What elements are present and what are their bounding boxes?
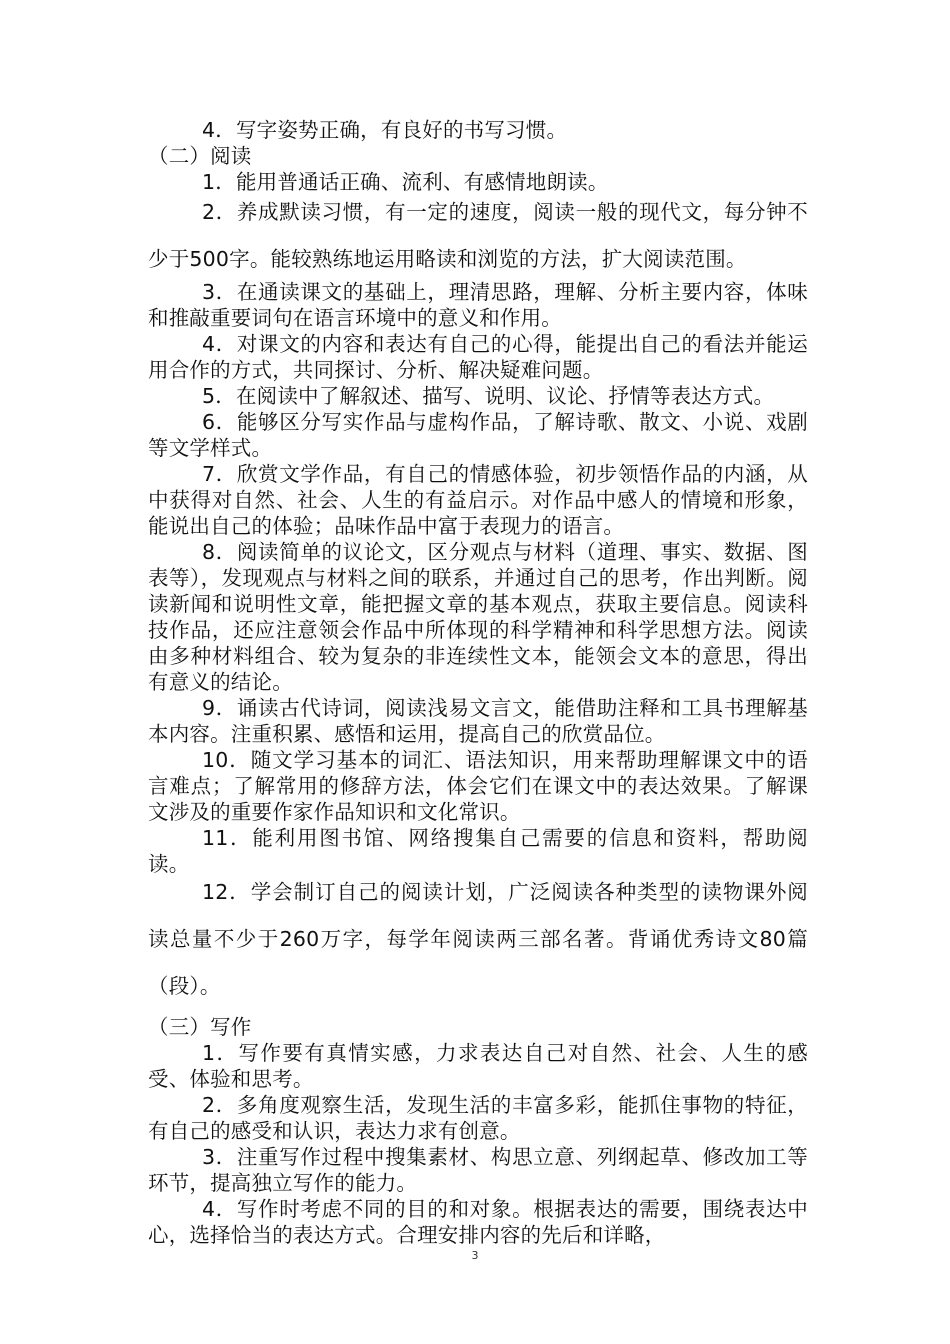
paragraph-reading-1: 1．能用普通话正确、流利、有感情地朗读。	[202, 170, 609, 194]
paragraph-writing-3: 3．注重写作过程中搜集素材、构思立意、列纲起草、修改加工等环节，提高独立写作的能力。	[148, 1145, 808, 1195]
paragraph-reading-3: 3．在通读课文的基础上，理清思路，理解、分析主要内容，体味和推敲重要词句在语言环境中的意义和作用。	[148, 280, 808, 330]
paragraph-writing-1: 1．写作要有真情实感，力求表达自己对自然、社会、人生的感受、体验和思考。	[148, 1041, 808, 1091]
paragraph-reading-7: 7．欣赏文学作品，有自己的情感体验，初步领悟作品的内涵，从中获得对自然、社会、人生的有益启示。对作品中感人的情境和形象，能说出自己的体验；品味作品中富于表现力的语言。	[148, 462, 808, 538]
section-heading-writing: （三）写作	[148, 1015, 252, 1039]
paragraph-reading-2: 2．养成默读习惯，有一定的速度，阅读一般的现代文，每分钟不少于500字。能较熟练地运用略读和浏览的方法，扩大阅读范围。	[148, 200, 808, 271]
paragraph-writing-4: 4．写作时考虑不同的目的和对象。根据表达的需要，围绕表达中心，选择恰当的表达方式。合理安排内容的先后和详略，	[148, 1197, 808, 1247]
paragraph-reading-6: 6．能够区分写实作品与虚构作品，了解诗歌、散文、小说、戏剧等文学样式。	[148, 410, 808, 460]
section-heading-reading: （二）阅读	[148, 144, 252, 168]
paragraph-reading-5: 5．在阅读中了解叙述、描写、说明、议论、抒情等表达方式。	[202, 384, 775, 408]
paragraph-reading-12: 12．学会制订自己的阅读计划，广泛阅读各种类型的读物课外阅读总量不少于260万字，每学年阅读两三部名著。背诵优秀诗文80篇（段）。	[148, 880, 808, 998]
paragraph-reading-10: 10．随文学习基本的词汇、语法知识，用来帮助理解课文中的语言难点；了解常用的修辞方法，体会它们在课文中的表达效果。了解课文涉及的重要作家作品知识和文化常识。	[148, 748, 808, 824]
paragraph-reading-8: 8．阅读简单的议论文，区分观点与材料（道理、事实、数据、图表等），发现观点与材料之间的联系，并通过自己的思考，作出判断。阅读新闻和说明性文章，能把握文章的基本观点，获取主要信息。阅读科技作品，还应注意领会作品中所体现的科学精神和科学思想方法。阅读由多种材料组合、较为复杂的非连续性文本，能领会文本的意思，得出有意义的结论。	[148, 540, 808, 694]
page-number: 3	[471, 1249, 479, 1262]
paragraph-reading-9: 9．诵读古代诗词，阅读浅易文言文，能借助注释和工具书理解基本内容。注重积累、感悟和运用，提高自己的欣赏品位。	[148, 696, 808, 746]
paragraph-reading-11: 11．能利用图书馆、网络搜集自己需要的信息和资料，帮助阅读。	[148, 826, 808, 876]
paragraph-writing-2: 2．多角度观察生活，发现生活的丰富多彩，能抓住事物的特征，有自己的感受和认识，表达力求有创意。	[148, 1093, 808, 1143]
paragraph-reading-4: 4．对课文的内容和表达有自己的心得，能提出自己的看法并能运用合作的方式，共同探讨、分析、解决疑难问题。	[148, 332, 808, 382]
paragraph-writing-posture: 4．写字姿势正确，有良好的书写习惯。	[202, 118, 568, 142]
document-body	[148, 117, 808, 1248]
